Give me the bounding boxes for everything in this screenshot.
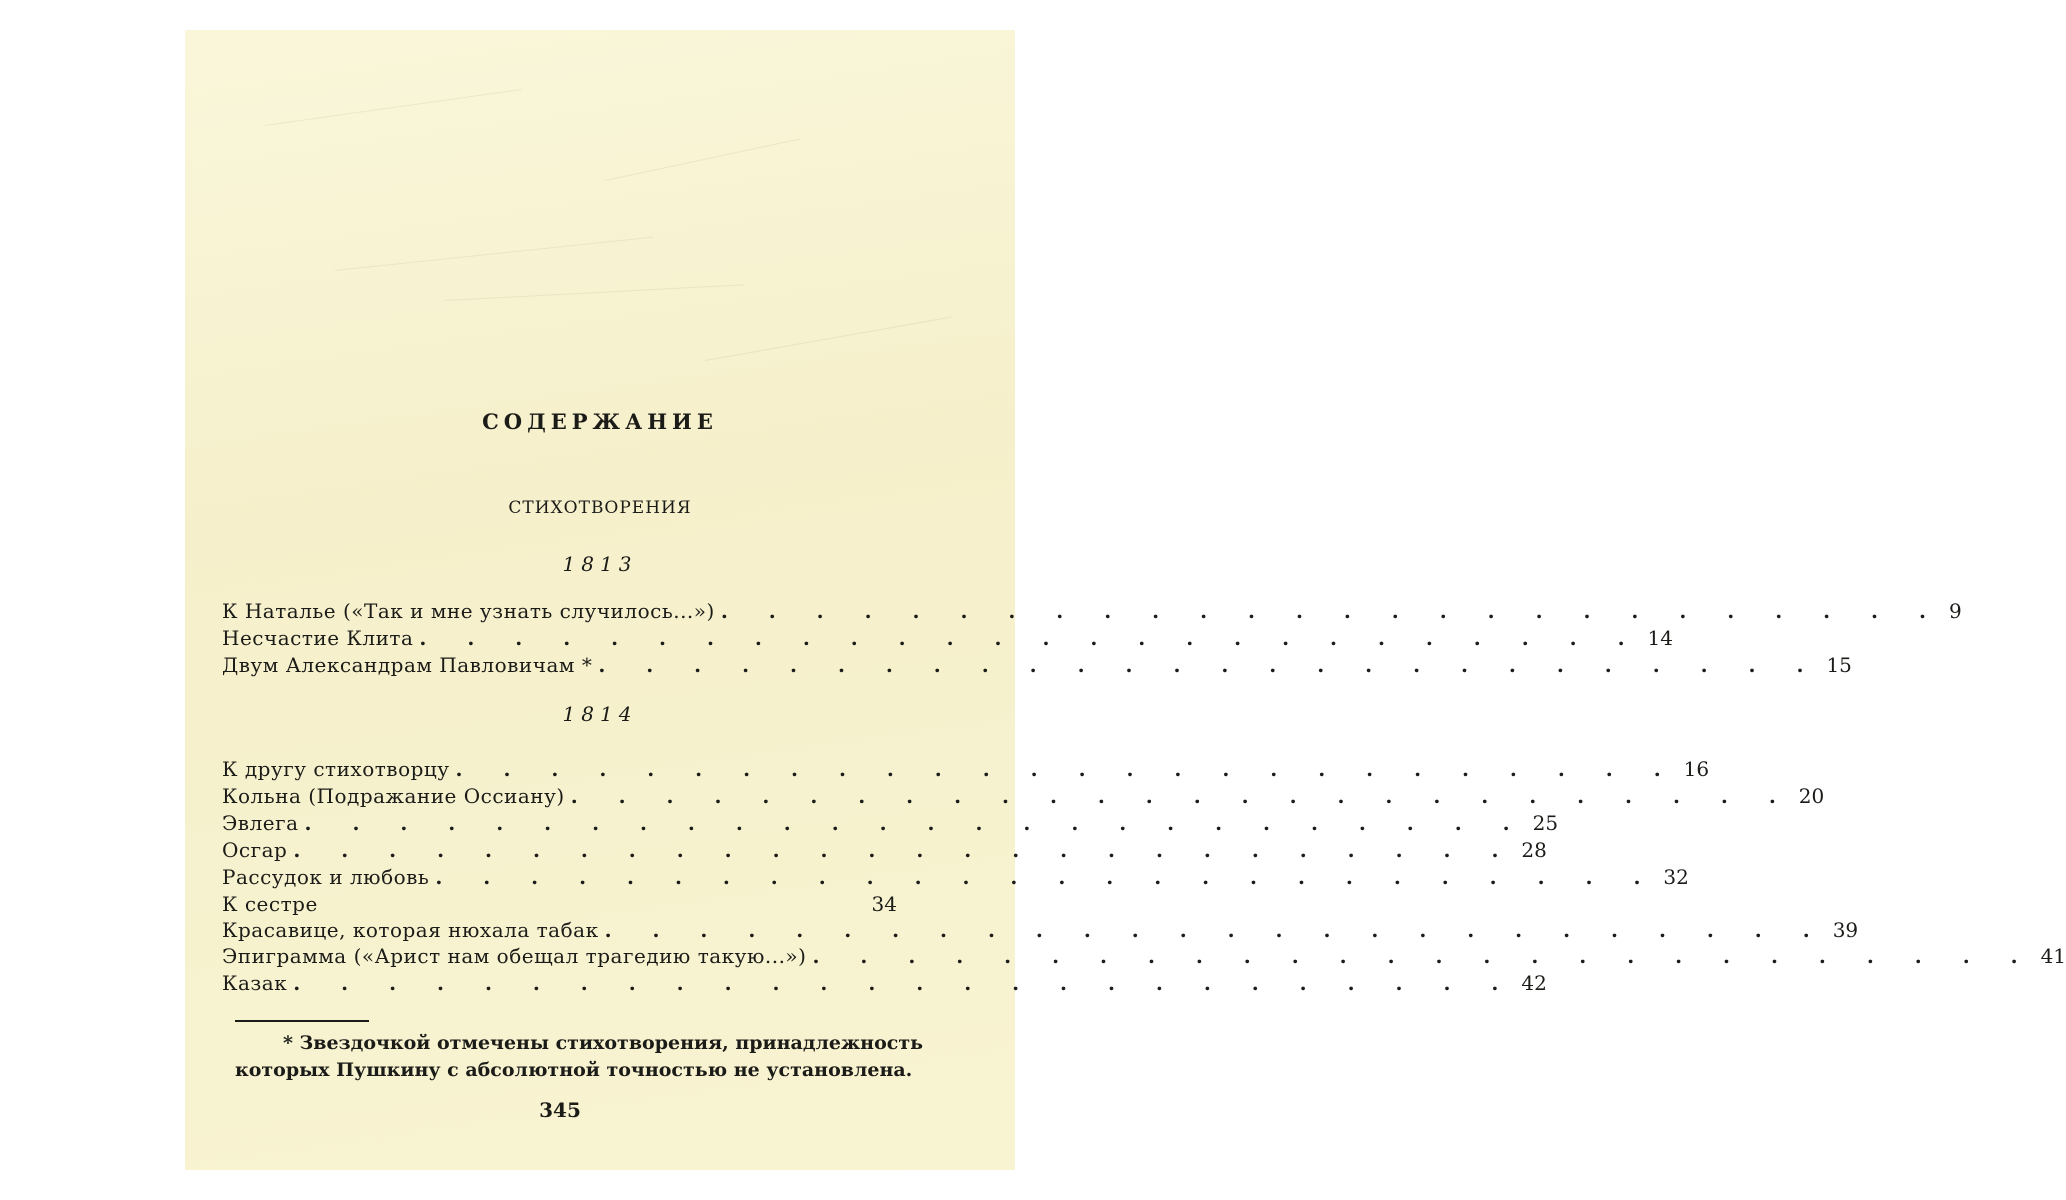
footnote-line: * Звездочкой отмечены стихотворения, принадлежность [283, 1032, 923, 1054]
toc-entry-title: К Наталье («Так и мне узнать случилось...») [222, 599, 715, 623]
toc-entry [222, 864, 1689, 891]
leader-dots: . . . . . . . . . . . . . . . . . . . . . . . . . . [419, 626, 1642, 650]
leader-dots: . . . . . . . . . . . . . . . . . . . . . . . . . . [570, 784, 1793, 808]
toc-entry-page: 28 [1521, 838, 1547, 862]
paper-texture [445, 284, 745, 301]
section-title: СТИХОТВОРЕНИЯ [508, 498, 692, 518]
paper-texture [605, 138, 801, 181]
paper-texture [705, 317, 951, 361]
toc-entry-title: Рассудок и любовь [222, 865, 430, 889]
toc-entry-title: Эпиграмма («Арист нам обещал трагедию такую...») [222, 944, 807, 968]
leader-dots: . . . . . . . . . . . . . . . . . . . . . . . . . . [604, 918, 1827, 942]
toc-entry-page: 42 [1521, 971, 1547, 995]
toc-entry-title: Несчастие Клита [222, 626, 414, 650]
toc-entry [222, 652, 1852, 679]
toc-entry-page: 41 [2040, 944, 2066, 968]
toc-entry-title: Казак [222, 971, 288, 995]
page-number: 345 [539, 1098, 581, 1122]
year-heading: 1813 [562, 552, 638, 576]
page-title: СОДЕРЖАНИЕ [482, 409, 718, 434]
toc-entry-title: К другу стихотворцу [222, 757, 450, 781]
toc-entry-page: 34 [871, 892, 897, 916]
toc-entry-title: Эвлега [222, 811, 299, 835]
year-heading: 1814 [562, 702, 638, 726]
toc-entry-title: К сестре [222, 892, 318, 916]
leader-dots: . . . . . . . . . . . . . . . . . . . . . . . . . . [293, 971, 1516, 995]
leader-dots: . . . . . . . . . . . . . . . . . . . . . . . . . . [598, 653, 1821, 677]
toc-entry [222, 918, 1859, 943]
toc-entry-page: 20 [1798, 784, 1825, 808]
toc-entry-page: 25 [1532, 811, 1559, 835]
toc-entry-page: 9 [1948, 599, 1962, 623]
leader-dots: . . . . . . . . . . . . . . . . . . . . . . . . . . [293, 838, 1516, 862]
paper-texture [335, 237, 653, 271]
toc-entry-page: 39 [1832, 918, 1859, 942]
toc-entry [222, 756, 1710, 783]
footnote [235, 1030, 923, 1084]
leader-dots: . . . . . . . . . . . . . . . . . . . . . . . . . . [812, 944, 2035, 968]
toc-entry-title: Кольна (Подражание Оссиану) [222, 784, 565, 808]
paper-texture [265, 89, 523, 126]
toc-entry [222, 598, 1962, 625]
toc-entry [222, 625, 1673, 652]
toc-entry-title: Двум Александрам Павловичам * [222, 653, 593, 677]
toc-list [222, 756, 2066, 997]
leader-dots: . . . . . . . . . . . . . . . . . . . . . . . . . . [435, 865, 1658, 889]
toc-entry-page: 15 [1826, 653, 1852, 677]
toc-entry [222, 891, 897, 918]
toc-entry [222, 943, 2066, 970]
leader-dots: . . . . . . . . . . . . . . . . . . . . . . . . . . [720, 599, 1943, 623]
toc-list [222, 598, 1962, 679]
toc-entry [222, 783, 1825, 810]
footnote-divider [235, 1020, 369, 1022]
toc-entry [222, 837, 1547, 864]
toc-entry-title: Осгар [222, 838, 288, 862]
footnote-line: которых Пушкину с абсолютной точностью не установлена. [235, 1059, 913, 1081]
toc-entry-page: 14 [1647, 626, 1673, 650]
toc-entry-page: 16 [1683, 757, 1710, 781]
book-page [185, 30, 2066, 1170]
toc-entry-title: Красавице, которая нюхала табак [222, 918, 599, 942]
leader-dots: . . . . . . . . . . . . . . . . . . . . . . . . . . [304, 811, 1527, 835]
toc-entry [222, 970, 1547, 997]
toc-entry [222, 810, 1559, 837]
leader-dots: . . . . . . . . . . . . . . . . . . . . . . . . . . [455, 757, 1678, 781]
toc-entry-page: 32 [1663, 865, 1689, 889]
